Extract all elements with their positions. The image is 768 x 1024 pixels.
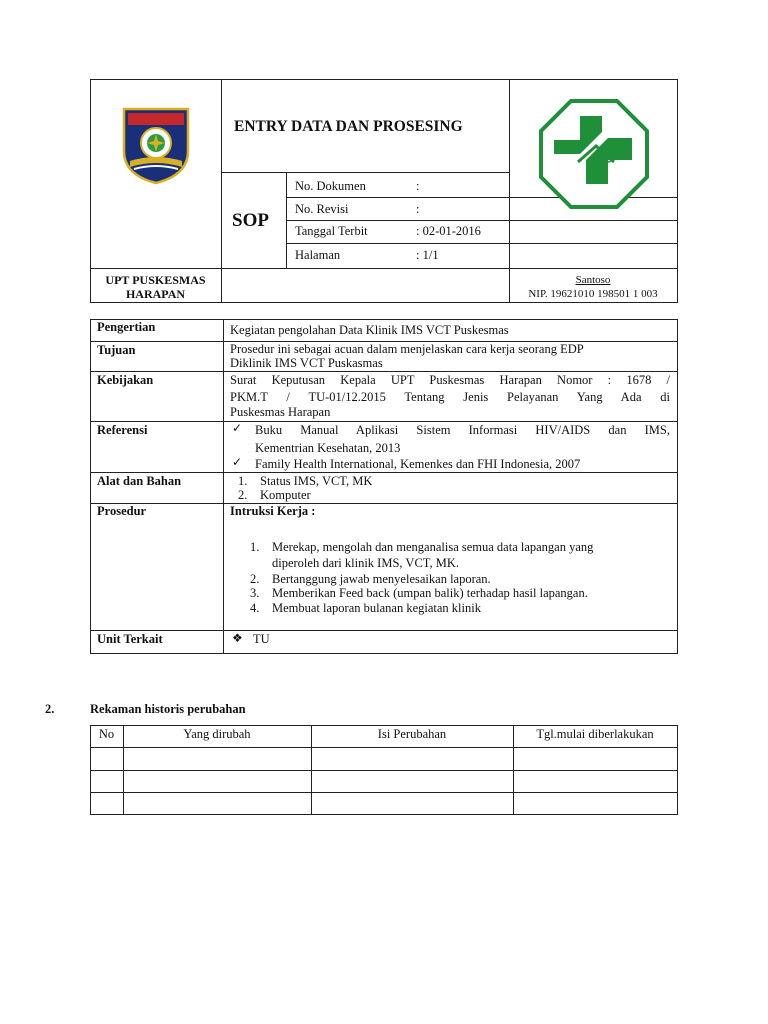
alat-item-2: Komputer xyxy=(260,488,311,502)
document-title: ENTRY DATA DAN PROSESING xyxy=(234,118,463,135)
label-kebijakan: Kebijakan xyxy=(97,373,154,387)
step-number: 3. xyxy=(250,586,260,600)
alat-item-1: Status IMS, VCT, MK xyxy=(260,474,373,488)
text-kebijakan-line3: Puskesmas Harapan xyxy=(230,405,331,419)
label-tujuan: Tujuan xyxy=(97,343,136,357)
text-kebijakan-line1: Surat Keputusan Kepala UPT Puskesmas Harapan Nomor : 1678 / xyxy=(230,373,670,387)
history-title: Rekaman historis perubahan xyxy=(90,702,246,716)
text-referensi-item2: Family Health International, Kemenkes dan FHI Indonesia, 2007 xyxy=(255,457,581,471)
text-referensi-item1-line1: Buku Manual Aplikasi Sistem Informasi HIV/AIDS dan IMS, xyxy=(255,423,670,437)
checkmark-icon: ✓ xyxy=(232,455,243,469)
doc-field-value-nomor: : xyxy=(416,179,420,193)
doc-field-label-revisi: No. Revisi xyxy=(295,202,349,216)
checkmark-icon: ✓ xyxy=(232,421,243,435)
text-tujuan-line1: Prosedur ini sebagai acuan dalam menjelaskan cara kerja seorang EDP xyxy=(230,342,584,356)
label-pengertian: Pengertian xyxy=(97,320,156,334)
doc-field-value-revisi: : xyxy=(416,202,420,216)
doc-field-label-tanggal: Tanggal Terbit xyxy=(295,224,368,238)
step-number: 1. xyxy=(250,540,260,554)
doc-field-value-tanggal: : 02-01-2016 xyxy=(416,224,481,238)
prosedur-step-3: Memberikan Feed back (umpan balik) terhadap hasil lapangan. xyxy=(272,586,588,600)
text-referensi-item1-line2: Kementrian Kesehatan, 2013 xyxy=(255,441,401,455)
text-tujuan-line2: Diklinik IMS VCT Puskasmas xyxy=(230,356,383,370)
unit-name-line1: UPT PUSKESMAS xyxy=(105,273,206,287)
doc-field-label-halaman: Halaman xyxy=(295,248,341,262)
prosedur-step-1-line2: diperoleh dari klinik IMS, VCT, MK. xyxy=(272,556,460,570)
prosedur-step-2: Bertanggung jawab menyelesaikan laporan. xyxy=(272,572,491,586)
prosedur-step-1-line1: Merekap, mengolah dan menganalisa semua data lapangan yang xyxy=(272,540,594,554)
text-unit-terkait: TU xyxy=(253,632,270,646)
prosedur-heading: Intruksi Kerja : xyxy=(230,504,316,518)
alat-list-number: 1. xyxy=(238,474,248,488)
text-kebijakan-line2: PKM.T / TU-01/12.2015 Tentang Jenis Pelayanan Yang Ada di xyxy=(230,390,670,404)
text-pengertian: Kegiatan pengolahan Data Klinik IMS VCT Puskesmas xyxy=(230,323,509,337)
history-col-isi-perubahan: Isi Perubahan xyxy=(377,727,447,741)
label-referensi: Referensi xyxy=(97,423,148,437)
diamond-bullet-icon: ❖ xyxy=(232,631,243,645)
history-col-no: No xyxy=(98,727,115,741)
unit-name-line2: HARAPAN xyxy=(125,287,186,301)
puskesmas-cross-logo xyxy=(538,98,650,210)
history-col-tgl: Tgl.mulai diberlakukan xyxy=(536,727,654,741)
label-unit-terkait: Unit Terkait xyxy=(97,632,163,646)
label-prosedur: Prosedur xyxy=(97,504,147,518)
sop-label: SOP xyxy=(232,210,269,231)
district-crest-logo xyxy=(120,105,192,185)
step-number: 4. xyxy=(250,601,260,615)
history-number: 2. xyxy=(45,702,55,716)
label-alat-bahan: Alat dan Bahan xyxy=(97,474,182,488)
signer-nip: NIP. 19621010 198501 1 003 xyxy=(528,288,658,300)
doc-field-value-halaman: : 1/1 xyxy=(416,248,439,262)
signer-name: Santoso xyxy=(575,274,611,286)
alat-list-number: 2. xyxy=(238,488,248,502)
doc-field-label-nomor: No. Dokumen xyxy=(295,179,366,193)
prosedur-step-4: Membuat laporan bulanan kegiatan klinik xyxy=(272,601,481,615)
step-number: 2. xyxy=(250,572,260,586)
history-col-yang-dirubah: Yang dirubah xyxy=(183,727,251,741)
